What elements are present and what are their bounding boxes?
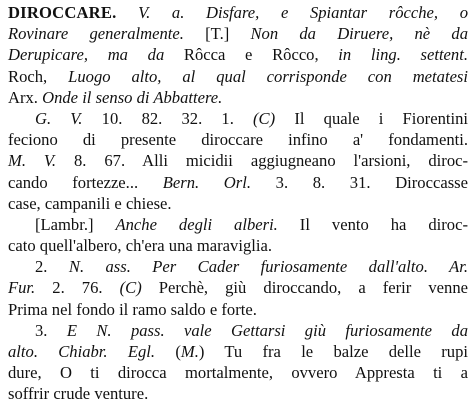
sense-line: alto. Chiabr. Egl. (M.) Tu fra le balze delle rupi	[8, 342, 468, 361]
sense-line: 3. E N. pass. vale Gettarsi giù furiosamente da	[35, 320, 468, 340]
sense-number: 3.	[35, 320, 67, 340]
sense-line: 2. N. ass. Per Cader furiosamente dall'alto. Ar.	[35, 257, 468, 277]
source-abbrev: G. V.	[35, 108, 83, 128]
source-abbrev: M. V.	[8, 151, 57, 171]
sense-line: soffrir crude venture.	[8, 384, 149, 404]
citation-line: feciono di presente diroccare infino a' fondamenti.	[8, 130, 468, 150]
definition-text: V. a. Disfare, e Spiantar rôcche, o	[138, 3, 468, 22]
sense-line: dure, O ti dirocca mortalmente, ovvero Appresta ti a	[8, 363, 468, 383]
sense-line: Fur. 2. 76. (C) Perchè, giù diroccando, a ferir venne	[8, 278, 469, 298]
citation-line: [Lambr.] Anche degli alberi. Il vento ha diroc-	[35, 214, 468, 234]
entry-line: Arx. Onde il senso di Abbattere.	[8, 87, 223, 107]
entry-line: Derupicare, ma da Rôcca e Rôcco, in ling. settent.	[8, 45, 468, 65]
citation-line: cando fortezze... Bern. Orl. 3. 8. 31. Diroccasse	[8, 172, 468, 192]
entry-line	[8, 2, 468, 23]
sense-number: 2.	[35, 257, 69, 277]
entry-line: Rovinare generalmente. [T.] Non da Diruere, nè da	[8, 24, 468, 44]
citation-line: G. V. 10. 82. 32. 1. (C) Il quale i Fiorentini	[35, 108, 468, 128]
citation-line: M. V. 8. 67. Alli micidii aggiugneano l'arsioni, diroc-	[8, 151, 469, 171]
citation-line: cato quell'albero, ch'era una maraviglia.	[8, 236, 272, 256]
source-abbrev: Bern. Orl.	[162, 172, 252, 192]
headword: DIROCCARE.	[8, 3, 117, 22]
citation-line: case, campanili e chiese.	[8, 193, 172, 213]
sense-line: Prima nel fondo il ramo saldo e forte.	[8, 299, 257, 319]
entry-line: Roch, Luogo alto, al qual corrisponde con metatesi	[8, 66, 468, 86]
source-abbrev: Fur.	[8, 278, 36, 298]
